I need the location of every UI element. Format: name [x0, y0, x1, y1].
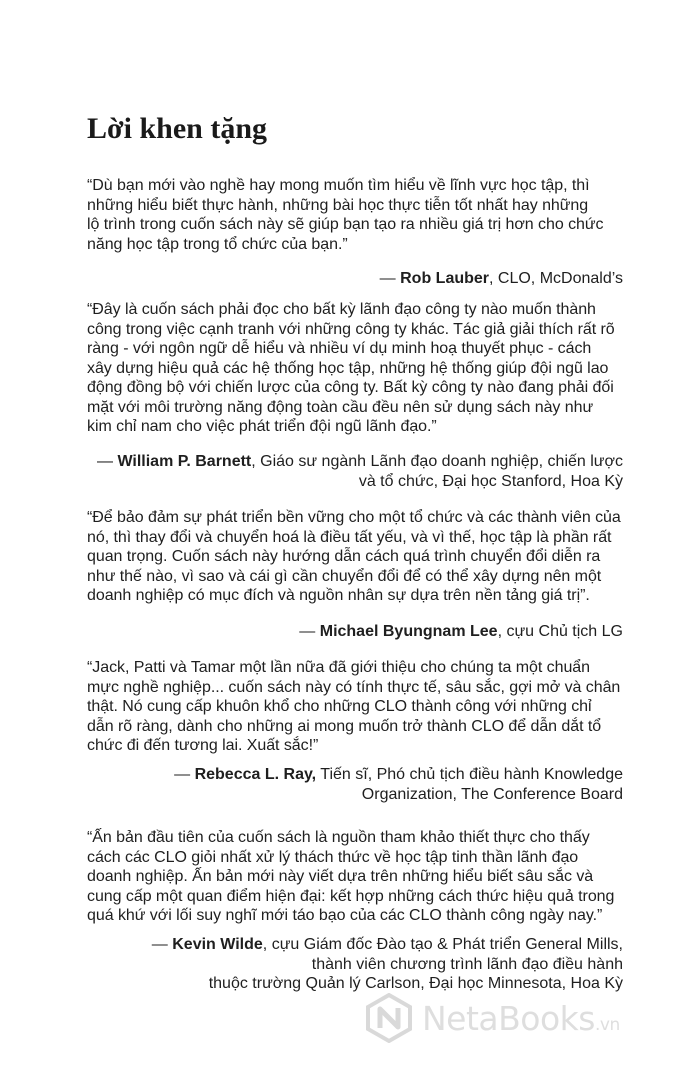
netabooks-logo-icon — [364, 993, 414, 1043]
watermark-brand: NetaBooks — [422, 998, 595, 1038]
attribution-line — [87, 452, 623, 472]
attribution-line: và tổ chức, Đại học Stanford, Hoa Kỳ — [358, 472, 623, 490]
watermark — [364, 992, 620, 1044]
attribution-line: Organization, The Conference Board — [361, 785, 623, 803]
quote-line: dẫn rõ ràng, dành cho những ai mong muốn trở thành CLO để dẫn dắt tổ — [87, 717, 602, 735]
quote-line: động đồng bộ với chiến lược của công ty. Bất kỳ công ty nào đang phải đối — [87, 379, 614, 396]
page-title: Lời khen tặng — [87, 112, 267, 145]
quote-line: lộ trình trong cuốn sách này sẽ giúp bạn tạo ra nhiều giá trị hơn cho chức — [87, 216, 604, 233]
author-title: , CLO, McDonald’s — [489, 270, 623, 287]
quote-line: chức đi đến tương lai. Xuất sắc!” — [87, 737, 319, 754]
quote-line: kim chỉ nam cho việc phát triển đội ngũ lãnh đạo.” — [87, 418, 437, 435]
testimonial-attribution — [87, 269, 623, 289]
author-name: Kevin Wilde — [172, 936, 263, 953]
attribution-line: thành viên chương trình lãnh đạo điều hành — [311, 955, 623, 973]
quote-line: mặt với môi trường năng động toàn cầu đều nên sử dụng sách này như — [87, 398, 594, 416]
author-name: Michael Byungnam Lee — [319, 623, 498, 640]
quote-line: doanh nghiệp có mục đích và nguồn nhân sự dựa trên nền tảng giá trị”. — [87, 587, 590, 604]
testimonial-attribution — [87, 622, 623, 642]
attribution-line — [87, 935, 623, 955]
quote-line: công trong việc cạnh tranh với những công ty khác. Tác giả giải thích rất rõ — [87, 320, 615, 338]
attribution-dash: — — [174, 766, 195, 783]
quote-line: năng học tập trong tổ chức của bạn.” — [87, 235, 348, 253]
quote-line: “Dù bạn mới vào nghề hay mong muốn tìm hiểu về lĩnh vực học tập, thì — [87, 177, 590, 194]
author-title: , Giáo sư ngành Lãnh đạo doanh nghiệp, chiến lược — [251, 453, 623, 470]
quote-line: “Để bảo đảm sự phát triển bền vững cho một tổ chức và các thành viên của — [87, 509, 621, 526]
quote-line: doanh nghiệp. Ấn bản mới này viết dựa trên những hiểu biết sâu sắc và — [87, 868, 594, 885]
quote-line: “Jack, Patti và Tamar một lần nữa đã giới thiệu cho chúng ta một chuẩn — [87, 659, 591, 676]
author-name: William P. Barnett — [117, 453, 252, 470]
watermark-suffix: .vn — [594, 1014, 620, 1035]
testimonial-quote — [87, 828, 623, 926]
quote-line: như thế nào, vì sao và cái gì cần chuyển đổi để có thể xây dựng nên một — [87, 567, 602, 585]
author-title: , cựu Giám đốc Đào tạo & Phát triển General Mills, — [262, 936, 623, 953]
attribution-line — [87, 622, 623, 642]
testimonial-quote — [87, 658, 623, 756]
quote-line: cung cấp một quan điểm hiện đại: kết hợp những cách thức hiệu quả trong — [87, 887, 615, 905]
quote-line: những hiểu biết thực hành, những bài học thực tiễn tốt nhất hay những — [87, 196, 589, 214]
author-title: Tiến sĩ, Phó chủ tịch điều hành Knowledge — [316, 766, 623, 783]
quote-line: thật. Nó cung cấp khuôn khổ cho những CLO thành công với những chỉ — [87, 698, 592, 715]
quote-line: xây dựng hiệu quả các hệ thống học tập, những hệ thống giúp đội ngũ lao — [87, 359, 609, 377]
testimonial-attribution — [87, 765, 623, 804]
attribution-line — [87, 765, 623, 785]
attribution-dash: — — [299, 623, 320, 640]
attribution-line — [87, 269, 623, 289]
attribution-dash: — — [379, 270, 401, 287]
quote-line: quan trọng. Cuốn sách này hướng dẫn cách quá trình chuyển đổi diễn ra — [87, 548, 601, 565]
quote-line: mực nghề nghiệp... cuốn sách này có tính thực tế, sâu sắc, gợi mở và chân — [87, 678, 621, 696]
testimonial-quote — [87, 300, 623, 437]
quote-line: “Đây là cuốn sách phải đọc cho bất kỳ lãnh đạo công ty nào muốn thành — [87, 301, 596, 318]
quote-line: quá khứ với lối suy nghĩ mới táo bạo của các CLO thành công ngày nay.” — [87, 907, 603, 924]
attribution-dash: — — [151, 936, 173, 953]
watermark-text — [422, 999, 620, 1038]
quote-line: ràng - với ngôn ngữ dễ hiểu và nhiều ví dụ minh hoạ thuyết phục - cách — [87, 340, 592, 357]
author-name: Rob Lauber — [400, 270, 490, 287]
author-title: , cựu Chủ tịch LG — [497, 623, 623, 640]
testimonial-attribution — [87, 452, 623, 491]
testimonial-quote — [87, 508, 623, 606]
attribution-dash: — — [96, 453, 118, 470]
testimonial-quote — [87, 176, 623, 254]
author-name: Rebecca L. Ray, — [194, 766, 317, 783]
quote-line: cách các CLO giỏi nhất xử lý thách thức về học tập tinh thần lãnh đạo — [87, 848, 579, 866]
testimonial-attribution — [87, 935, 623, 994]
quote-line: nó, thì thay đổi và chuyển hoá là điều tất yếu, và vì thế, học tập là phần rất — [87, 528, 612, 546]
attribution-line: thuộc trường Quản lý Carlson, Đại học Minnesota, Hoa Kỳ — [208, 975, 623, 992]
quote-line: “Ấn bản đầu tiên của cuốn sách là nguồn tham khảo thiết thực cho thấy — [87, 829, 590, 846]
